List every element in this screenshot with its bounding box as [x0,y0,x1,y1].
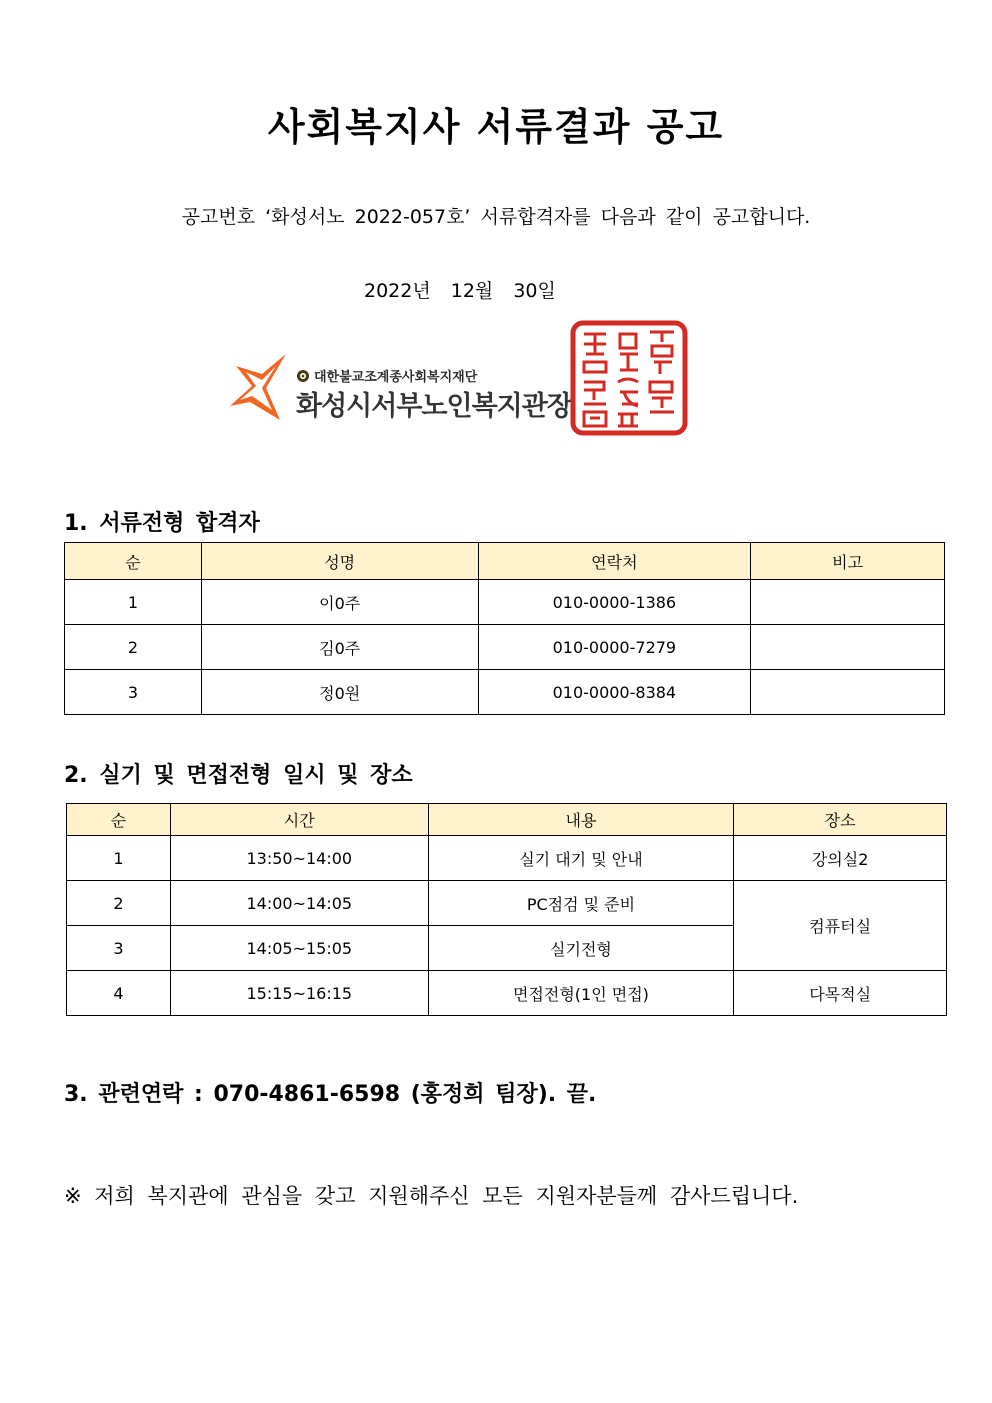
col-header-place: 장소 [734,804,947,836]
cell-content: PC점검 및 준비 [428,881,734,926]
section2-heading: 2. 실기 및 면접전형 일시 및 장소 [64,763,413,788]
star-logo-icon [228,352,288,422]
cell-content: 면접전형(1인 면접) [428,971,734,1016]
organization-name: 화성시서부노인복지관장 [296,391,572,422]
col-header-contact: 연락처 [478,543,751,580]
cell-no: 3 [67,926,171,971]
cell-note [751,670,945,715]
table-header-row [67,804,947,836]
cell-time: 14:05~15:05 [170,926,428,971]
foundation-name [296,366,477,385]
table-row [67,971,947,1016]
cell-name: 정0원 [201,670,478,715]
cell-no: 1 [67,836,171,881]
official-seal-icon [570,320,688,436]
table-header-row [65,543,945,580]
cell-note [751,625,945,670]
cell-contact: 010-0000-1386 [478,580,751,625]
section1-heading: 1. 서류전형 합격자 [64,511,260,536]
cell-no: 1 [65,580,202,625]
foundation-name-text: 대한불교조계종사회복지재단 [314,370,478,385]
col-header-no: 순 [67,804,171,836]
cell-place: 컴퓨터실 [734,881,947,971]
cell-time: 14:00~14:05 [170,881,428,926]
col-header-note: 비고 [751,543,945,580]
cell-no: 3 [65,670,202,715]
col-header-time: 시간 [170,804,428,836]
page-title: 사회복지사 서류결과 공고 [267,105,725,149]
col-header-no: 순 [65,543,202,580]
cell-content: 실기 대기 및 안내 [428,836,734,881]
document-pass-table [64,542,945,715]
col-header-content: 내용 [428,804,734,836]
table-row [65,625,945,670]
contact-info: 3. 관련연락 : 070-4861-6598 (홍정희 팀장). 끝. [64,1082,597,1107]
cell-place: 다목적실 [734,971,947,1016]
table-row [65,670,945,715]
dharma-wheel-icon [296,369,310,383]
col-header-name: 성명 [201,543,478,580]
notice-intro: 공고번호 ‘화성서노 2022-057호’ 서류합격자를 다음과 같이 공고합니다. [181,206,811,228]
cell-contact: 010-0000-8384 [478,670,751,715]
thanks-note: ※ 저희 복지관에 관심을 갖고 지원해주신 모든 지원자분들께 감사드립니다. [64,1184,799,1208]
notice-date: 2022년 12월 30일 [364,280,556,302]
table-row [65,580,945,625]
table-row [67,881,947,926]
cell-no: 4 [67,971,171,1016]
cell-time: 13:50~14:00 [170,836,428,881]
cell-time: 15:15~16:15 [170,971,428,1016]
table-row [67,836,947,881]
cell-place: 강의실2 [734,836,947,881]
schedule-table [66,803,947,1016]
cell-content: 실기전형 [428,926,734,971]
cell-contact: 010-0000-7279 [478,625,751,670]
cell-no: 2 [65,625,202,670]
cell-name: 김0주 [201,625,478,670]
cell-name: 이0주 [201,580,478,625]
cell-no: 2 [67,881,171,926]
cell-note [751,580,945,625]
